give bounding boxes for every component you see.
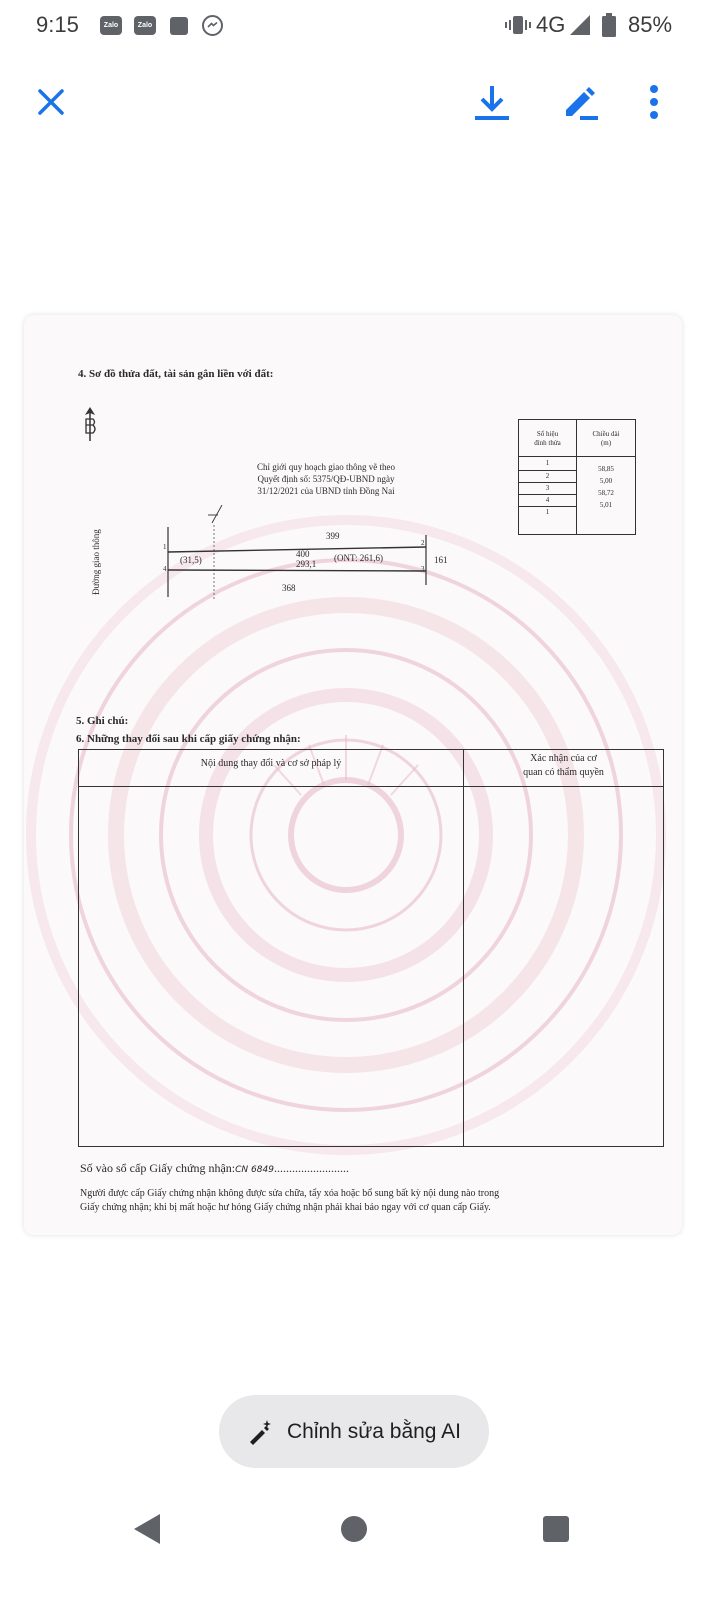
north-arrow-icon xyxy=(82,405,98,443)
battery-percent: 85% xyxy=(628,12,673,37)
edit-with-ai-label: Chỉnh sửa bằng AI xyxy=(286,1419,461,1443)
planning-note: Chỉ giới quy hoạch giao thông vẽ theo Quyết định số: 5375/QĐ-UBND ngày 31/12/2021 của UBND tỉnh Đồng Nai xyxy=(257,462,395,496)
vertex-label: 1 xyxy=(163,543,167,551)
footer-note: Người được cấp Giấy chứng nhận không được sửa chữa, tẩy xóa hoặc bổ sung bất kỳ nội dung nào trong Giấy chứng nhận; khi bị mất hoặc hư hỏng Giấy chứng nhận phải khai báo ngay với cơ quan cấp Giấy. xyxy=(80,1188,500,1213)
coord-point: 1 xyxy=(545,508,550,516)
coord-length: 58,85 xyxy=(598,465,614,473)
map-land-use: (ONT: 261,6) xyxy=(334,553,384,563)
more-options-button[interactable] xyxy=(630,78,678,126)
section6-title: 6. Những thay đổi sau khi cấp giấy chứng nhận: xyxy=(76,733,301,745)
road-label: Đường giao thông xyxy=(91,529,101,595)
map-area-value: 293,1 xyxy=(296,559,317,569)
download-button[interactable] xyxy=(468,78,516,126)
close-icon xyxy=(37,88,65,116)
messenger-icon xyxy=(202,15,223,36)
square-icon xyxy=(170,17,188,35)
coord-point: 1 xyxy=(545,459,550,467)
changes-table xyxy=(78,749,664,1147)
section5-title: 5. Ghi chú: xyxy=(76,715,129,727)
map-bottom-neighbor: 368 xyxy=(282,583,296,593)
home-icon xyxy=(340,1515,368,1543)
edit-button[interactable] xyxy=(556,78,604,126)
zalo-icon: Zalo xyxy=(134,16,156,35)
magic-pen-icon xyxy=(247,1419,273,1445)
nav-recents-button[interactable] xyxy=(542,1515,570,1547)
changes-col2-header: Xác nhận của cơ quan có thẩm quyền xyxy=(523,753,604,778)
changes-col1-header: Nội dung thay đổi và cơ sở pháp lý xyxy=(200,758,342,769)
section4-title: 4. Sơ đồ thửa đất, tài sản gắn liền với đất: xyxy=(78,368,274,380)
map-area-label: 400 xyxy=(296,549,310,559)
close-button[interactable] xyxy=(27,78,75,126)
coord-header-point: Số hiệu đỉnh thửa xyxy=(534,430,561,447)
network-type: 4G xyxy=(536,12,566,37)
coord-point: 4 xyxy=(545,496,550,504)
edit-with-ai-button[interactable] xyxy=(219,1395,489,1468)
vertex-label: 3 xyxy=(421,565,425,573)
nav-home-button[interactable] xyxy=(340,1515,368,1547)
vertex-label: 2 xyxy=(421,539,425,547)
vibrate-icon xyxy=(505,14,531,40)
status-time: 9:15 xyxy=(36,12,79,37)
coord-length: 5,01 xyxy=(599,501,613,509)
download-icon xyxy=(472,82,512,122)
coord-table xyxy=(518,419,636,535)
signal-icon xyxy=(570,15,590,39)
back-icon xyxy=(132,1512,162,1546)
coord-header-length: Chiều dài (m) xyxy=(592,430,620,447)
recents-icon xyxy=(542,1515,570,1543)
vertex-label: 4 xyxy=(163,565,167,573)
edit-icon xyxy=(560,82,600,122)
map-road-part: (31,5) xyxy=(180,555,202,565)
document-page[interactable] xyxy=(24,315,682,1235)
coord-point: 2 xyxy=(545,472,550,480)
coord-length: 5,00 xyxy=(599,477,613,485)
map-top-neighbor: 399 xyxy=(326,531,340,541)
nav-back-button[interactable] xyxy=(132,1512,162,1550)
registry-label: Số vào sổ cấp Giấy chứng nhận: xyxy=(80,1161,236,1175)
registry-value: CN 6849 xyxy=(235,1165,274,1175)
registry-line: Số vào sổ cấp Giấy chứng nhận:CN 6849......................... xyxy=(80,1161,349,1175)
more-vert-icon xyxy=(649,84,659,120)
map-right-neighbor: 161 xyxy=(434,555,448,565)
battery-icon xyxy=(602,13,616,41)
coord-length: 58,72 xyxy=(598,489,614,497)
zalo-icon: Zalo xyxy=(100,16,122,35)
status-bar xyxy=(0,0,720,56)
coord-point: 3 xyxy=(545,484,550,492)
